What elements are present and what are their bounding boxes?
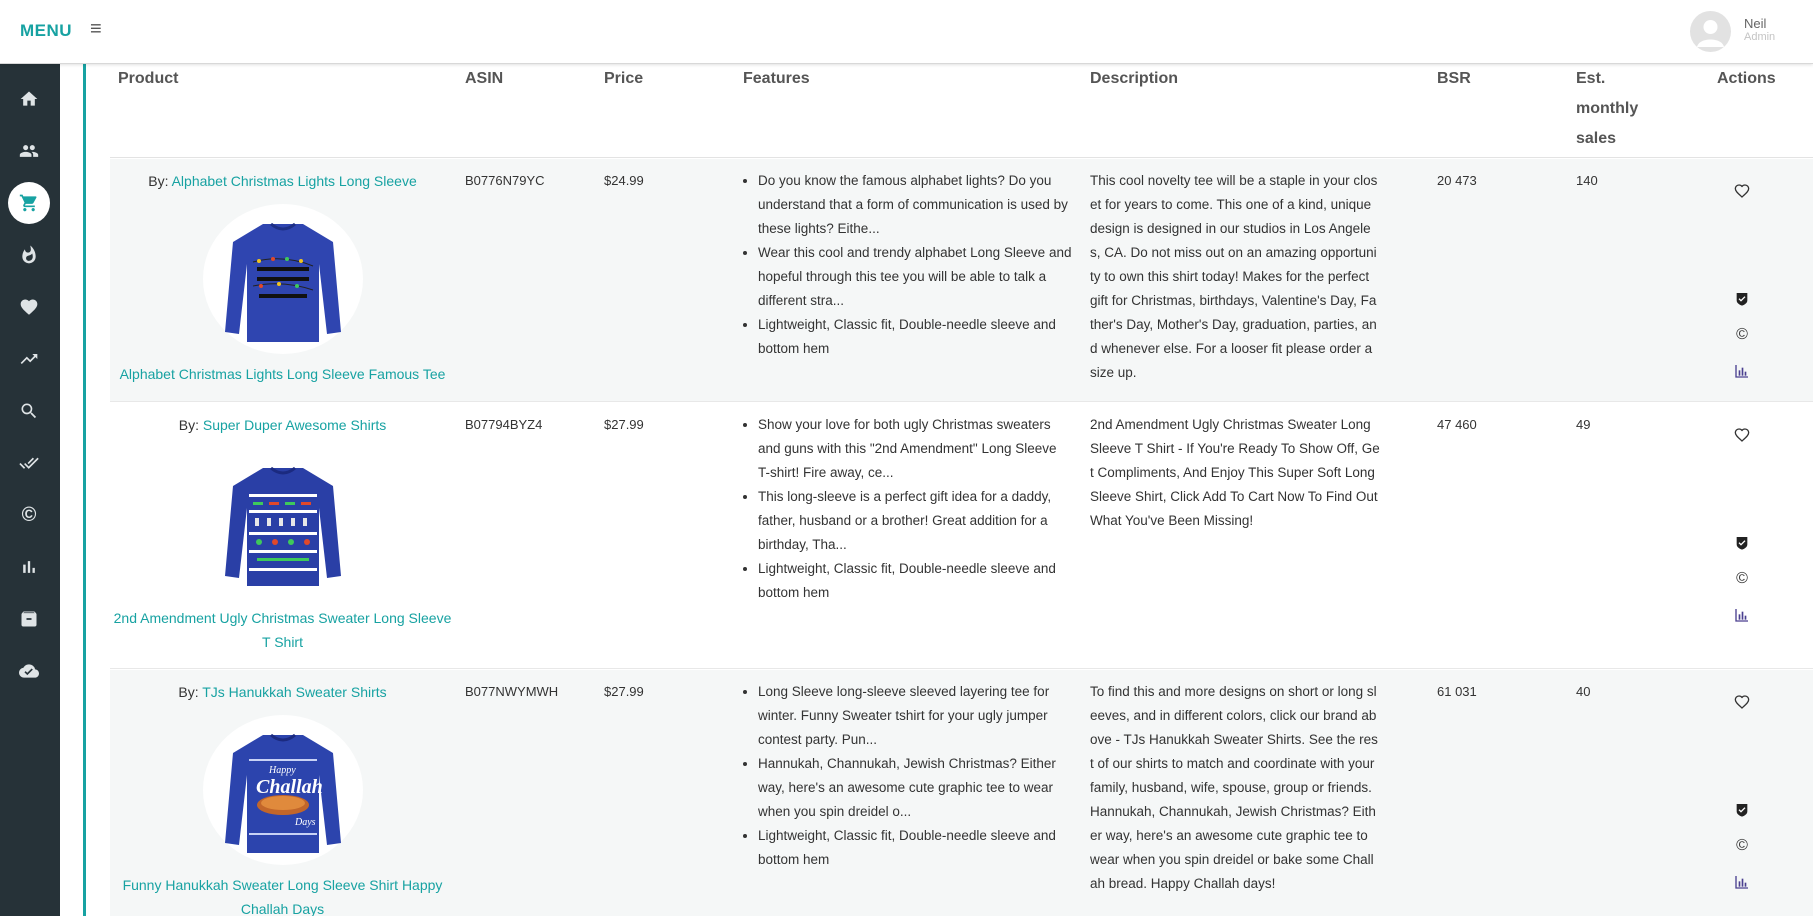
stats-button[interactable] (1732, 605, 1752, 625)
asin-value: B077NWYMWH (465, 684, 559, 699)
archive-icon (19, 609, 39, 629)
hamburger-icon[interactable]: ≡ (90, 18, 102, 40)
feature-item: • Lightweight, Classic fit, Double-needle sleeve and bottom hem (758, 824, 1072, 872)
user-name[interactable]: Neil (1744, 16, 1767, 31)
copyright-button[interactable] (1732, 836, 1752, 856)
brand-line (110, 680, 455, 704)
header-description[interactable]: Description (1090, 70, 1179, 87)
sidebar (0, 64, 60, 916)
home-icon (19, 89, 39, 109)
table-row (110, 159, 1813, 402)
bar-chart-icon (1734, 874, 1750, 890)
description-text: To find this and more designs on short or long sleeves, and in different colors, click our brand above - TJs Hanukkah Sweater Shirts. See the rest of our shirts to match and coordinate with your family, husband, wife, spouse, group or friends. Hannukah, Channukah, Jewish Christmas? Either way, here's an awesome cute graphic tee to wear when you spin dreidel or bake some Challah bread. Happy Challah days! (1090, 684, 1378, 891)
favorite-button[interactable] (1732, 692, 1752, 712)
products-table (110, 64, 1813, 916)
brand-link[interactable]: Super Duper Awesome Shirts (202, 417, 387, 433)
sidebar-item-users[interactable] (8, 130, 50, 172)
by-prefix: By: (178, 417, 203, 433)
header-price[interactable]: Price (604, 70, 644, 87)
feature-item: • Do you know the famous alphabet lights? Do you understand that a form of communication is used by these lights? Eithe... (758, 169, 1072, 241)
bar-chart-icon (1734, 607, 1750, 623)
header-est-sales-2: monthly (1576, 100, 1639, 117)
feature-item: • Long Sleeve long-sleeve sleeved layering tee for winter. Funny Sweater tshirt for your ugly jumper contest party. Pun... (758, 680, 1072, 752)
by-prefix: By: (148, 173, 172, 189)
bar-chart-icon (19, 557, 39, 577)
sidebar-item-cloud[interactable] (8, 650, 50, 692)
bsr-value: 20 473 (1437, 173, 1477, 188)
sidebar-item-search[interactable] (8, 390, 50, 432)
stats-button[interactable] (1732, 361, 1752, 381)
product-image[interactable] (203, 204, 363, 354)
menu-label[interactable]: MENU (20, 21, 73, 40)
product-title-link[interactable]: 2nd Amendment Ugly Christmas Sweater Long Sleeve T Shirt (113, 610, 452, 650)
sidebar-item-favorites[interactable] (8, 286, 50, 328)
sidebar-item-trending-hot[interactable] (8, 234, 50, 276)
sidebar-item-trends[interactable] (8, 338, 50, 380)
est-sales-value: 40 (1576, 684, 1591, 699)
header-est-sales-3: sales (1576, 130, 1617, 147)
copyright-button[interactable] (1732, 325, 1752, 345)
heart-outline-icon (1734, 183, 1750, 199)
shield-check-button[interactable] (1732, 533, 1752, 553)
copyright-icon: © (1736, 570, 1748, 587)
features-list (742, 169, 1072, 361)
header-actions: Actions (1717, 70, 1776, 87)
header-bsr[interactable]: BSR (1437, 70, 1471, 87)
bsr-value: 47 460 (1437, 417, 1477, 432)
print-text: Days (295, 817, 316, 828)
sidebar-item-cart[interactable] (8, 182, 50, 224)
double-check-icon (19, 453, 39, 473)
features-list (742, 680, 1072, 872)
product-image[interactable] (203, 715, 363, 865)
feature-item: • Lightweight, Classic fit, Double-needle sleeve and bottom hem (758, 557, 1072, 605)
description-text: This cool novelty tee will be a staple in your closet for years to come. This one of a kind, unique design is designed in our studios in Los Angeles, CA. Do not miss out on an amazing opportunity to own this shirt today! Makes for the perfect gift for Christmas, birthdays, Valentine's Day, Father's Day, Mother's Day, graduation, parties, and whenever else. For a looser fit please order a size up. (1090, 173, 1378, 380)
header-est-sales-1[interactable]: Est. (1576, 70, 1606, 87)
copyright-button[interactable] (1732, 569, 1752, 589)
cloud-done-icon (19, 661, 39, 681)
shield-check-button[interactable] (1732, 800, 1752, 820)
brand-link[interactable]: Alphabet Christmas Lights Long Sleeve (171, 173, 417, 189)
copyright-icon: © (21, 504, 37, 526)
shield-check-icon (1734, 535, 1750, 551)
copyright-icon: © (1736, 837, 1748, 854)
heart-icon (19, 297, 39, 317)
brand-line (110, 169, 455, 193)
product-title-link[interactable]: Funny Hanukkah Sweater Long Sleeve Shirt Happy Challah Days (122, 877, 443, 916)
print-text: Happy (269, 765, 296, 776)
brand-link[interactable]: TJs Hanukkah Sweater Shirts (202, 684, 387, 700)
favorite-button[interactable] (1732, 425, 1752, 445)
table-row (110, 403, 1813, 669)
heart-outline-icon (1734, 694, 1750, 710)
description-text: 2nd Amendment Ugly Christmas Sweater Long Sleeve T Shirt - If You're Ready To Show Off, Get Compliments, And Enjoy This Super Soft Long Sleeve Shirt, Click Add To Cart Now To Find Out What You've Been Missing! (1090, 417, 1380, 528)
sidebar-item-archive[interactable] (8, 598, 50, 640)
bsr-value: 61 031 (1437, 684, 1477, 699)
print-text: Challah (256, 776, 323, 798)
search-icon (19, 401, 39, 421)
avatar[interactable] (1690, 11, 1731, 52)
favorite-button[interactable] (1732, 181, 1752, 201)
by-prefix: By: (178, 684, 203, 700)
accent-divider (83, 64, 86, 916)
sidebar-item-trademark[interactable] (8, 494, 50, 536)
price-value: $27.99 (604, 684, 644, 699)
sidebar-item-home[interactable] (8, 78, 50, 120)
sidebar-item-approved[interactable] (8, 442, 50, 484)
price-value: $24.99 (604, 173, 644, 188)
feature-item: • Hannukah, Channukah, Jewish Christmas? Either way, here's an awesome cute graphic tee to wear when you spin dreidel o... (758, 752, 1072, 824)
feature-item: • Lightweight, Classic fit, Double-needle sleeve and bottom hem (758, 313, 1072, 361)
product-title-link[interactable]: Alphabet Christmas Lights Long Sleeve Famous Tee (119, 366, 446, 382)
feature-item: • Wear this cool and trendy alphabet Long Sleeve and hopeful through this tee you will be able to talk a different stra... (758, 241, 1072, 313)
shield-check-icon (1734, 802, 1750, 818)
shield-check-button[interactable] (1732, 289, 1752, 309)
users-icon (19, 141, 39, 161)
shield-check-icon (1734, 291, 1750, 307)
copyright-icon: © (1736, 326, 1748, 343)
asin-value: B07794BYZ4 (465, 417, 543, 432)
header-asin[interactable]: ASIN (465, 70, 504, 87)
est-sales-value: 49 (1576, 417, 1591, 432)
feature-item: • This long-sleeve is a perfect gift idea for a daddy, father, husband or a brother! Great addition for a birthday, Tha... (758, 485, 1072, 557)
stats-button[interactable] (1732, 872, 1752, 892)
user-role: Admin (1744, 31, 1776, 43)
brand-line (110, 413, 455, 437)
product-image[interactable] (203, 448, 363, 598)
est-sales-value: 140 (1576, 173, 1598, 188)
table-row (110, 670, 1813, 916)
price-value: $27.99 (604, 417, 644, 432)
table-header (110, 64, 1813, 158)
bar-chart-icon (1734, 363, 1750, 379)
header-features[interactable]: Features (743, 70, 810, 87)
trending-icon (19, 349, 39, 369)
top-bar (0, 0, 1813, 64)
features-list (742, 413, 1072, 605)
header-product[interactable]: Product (118, 70, 179, 87)
feature-item: • Show your love for both ugly Christmas sweaters and guns with this "2nd Amendment" Long Sleeve T-shirt! Fire away, ce... (758, 413, 1072, 485)
heart-outline-icon (1734, 427, 1750, 443)
asin-value: B0776N79YC (465, 173, 545, 188)
cart-icon (19, 193, 39, 213)
fire-icon (19, 245, 39, 265)
sidebar-item-stats[interactable] (8, 546, 50, 588)
